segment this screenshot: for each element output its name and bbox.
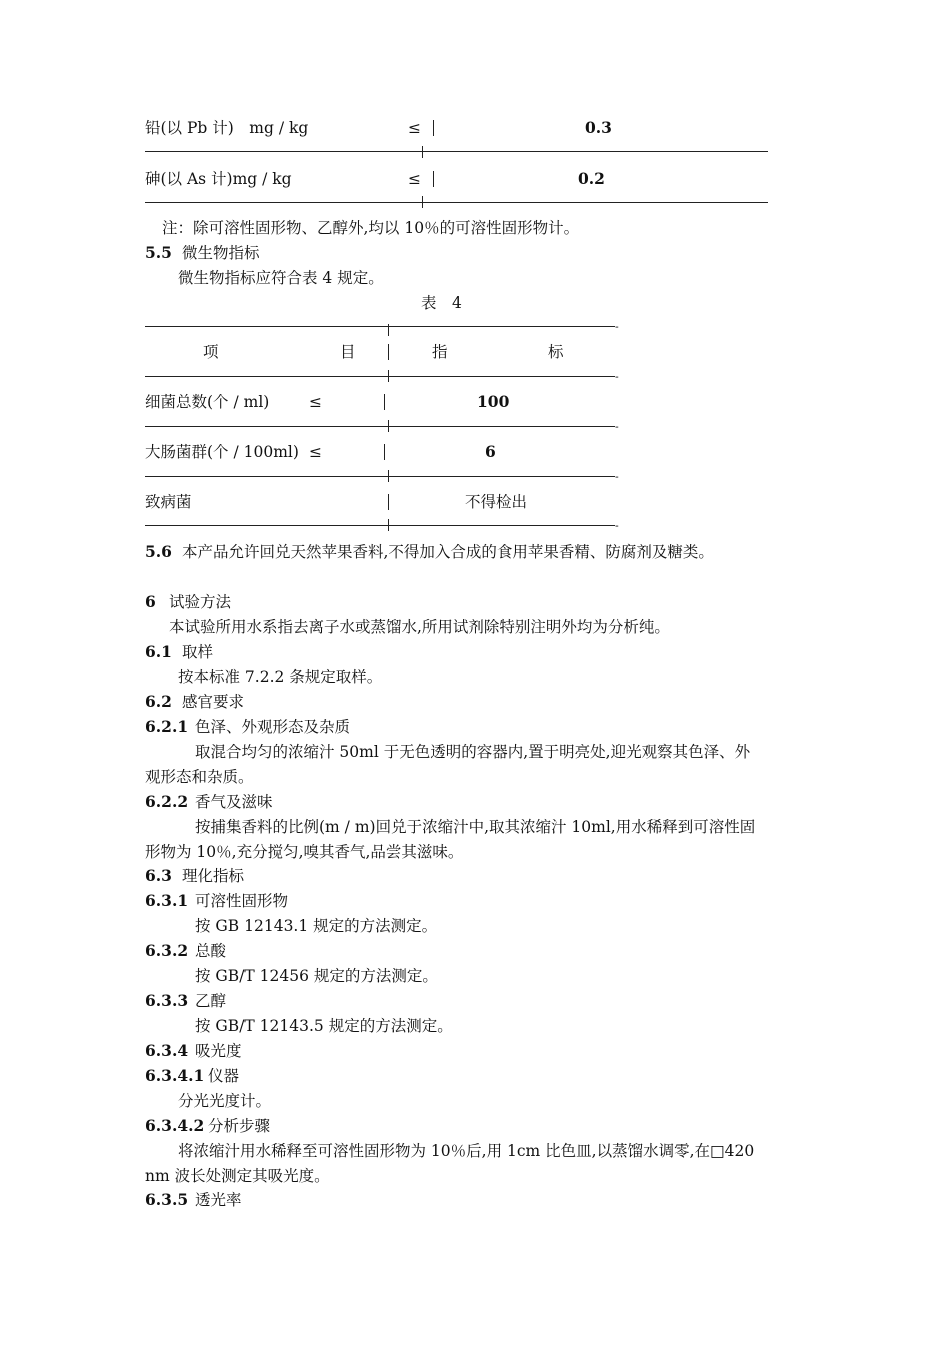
table-rule: [145, 426, 615, 427]
table-divider: [388, 519, 389, 531]
section-title: 乙醇: [195, 992, 227, 1010]
section-title: 仪器: [208, 1067, 240, 1085]
table-divider: [388, 344, 389, 360]
section-title: 色泽、外观形态及杂质: [195, 718, 351, 736]
paragraph-line: 形物为 10％,充分搅匀,嗅其香气,品尝其滋味。: [145, 843, 464, 861]
table4-row-pathogen-value: 不得检出: [465, 493, 528, 511]
table4-header-index-left: 指: [432, 343, 448, 361]
table-divider: [422, 146, 423, 158]
paragraph: 微生物指标应符合表 4 规定。: [178, 269, 384, 287]
table3-row-arsenic-le: ≤: [408, 170, 421, 188]
paragraph-line: 按捕集香料的比例(m / m)回兑于浓缩汁中,取其浓缩汁 10ml,用水稀释到可溶性固: [195, 818, 756, 836]
table4-row-coliform-item: 大肠菌群(个 / 100ml): [145, 443, 299, 461]
table-divider: [384, 394, 385, 410]
section-number: 6.2.1: [145, 717, 189, 736]
table-rule-end: -: [615, 370, 619, 383]
paragraph: 分光光度计。: [178, 1092, 272, 1110]
table-rule: [145, 202, 768, 203]
section-title: 可溶性固形物: [195, 892, 289, 910]
section-number: 6: [145, 592, 156, 611]
table4-header-index-right: 标: [548, 343, 564, 361]
table-rule-end: -: [615, 519, 619, 532]
table3-row-arsenic-item: 砷(以 As 计)mg / kg: [145, 170, 292, 188]
table-rule: [145, 376, 615, 377]
section-number: 6.3.4: [145, 1041, 189, 1060]
table-divider: [384, 444, 385, 460]
table-rule-end: -: [615, 320, 619, 333]
table-divider: [433, 120, 434, 136]
section-number: 6.3.4.1: [145, 1066, 205, 1085]
table-divider: [388, 324, 389, 336]
table3-row-lead-value: 0.3: [585, 118, 612, 137]
paragraph-line: nm 波长处测定其吸光度。: [145, 1167, 330, 1185]
section-number: 5.6: [145, 542, 172, 561]
section-title: 微生物指标: [182, 244, 260, 262]
section-number: 6.2: [145, 692, 172, 711]
section-number: 6.3: [145, 866, 172, 885]
section-number: 6.3.3: [145, 991, 189, 1010]
paragraph: 按 GB/T 12143.5 规定的方法测定。: [195, 1017, 453, 1035]
section-title: 理化指标: [182, 867, 245, 885]
table-rule: [145, 476, 615, 477]
paragraph: 按 GB 12143.1 规定的方法测定。: [195, 917, 438, 935]
table4-row-pathogen-item: 致病菌: [145, 493, 192, 511]
paragraph: 本产品允许回兑天然苹果香料,不得加入合成的食用苹果香精、防腐剂及糖类。: [182, 543, 714, 561]
table4-row-bacteria-value: 100: [477, 392, 510, 411]
section-title: 透光率: [195, 1191, 242, 1209]
table-divider: [388, 470, 389, 482]
section-number: 6.3.5: [145, 1190, 189, 1209]
table4-caption: 表 4: [421, 294, 462, 312]
paragraph: 按本标准 7.2.2 条规定取样。: [178, 668, 383, 686]
table-divider: [388, 370, 389, 382]
paragraph-line: 将浓缩汁用水稀释至可溶性固形物为 10％后,用 1cm 比色皿,以蒸馏水调零,在□420: [178, 1142, 755, 1160]
table3-row-lead-le: ≤: [408, 119, 421, 137]
table-divider: [388, 494, 389, 510]
section-title: 取样: [182, 643, 214, 661]
paragraph: 按 GB/T 12456 规定的方法测定。: [195, 967, 438, 985]
section-number: 6.3.2: [145, 941, 189, 960]
table-rule: [145, 525, 615, 526]
section-number: 6.3.1: [145, 891, 189, 910]
table4-header-item-right: 目: [340, 343, 356, 361]
table4-row-coliform-le: ≤: [309, 443, 322, 461]
paragraph-line: 取混合均匀的浓缩汁 50ml 于无色透明的容器内,置于明亮处,迎光观察其色泽、外: [195, 743, 751, 761]
table-divider: [422, 196, 423, 208]
section-title: 感官要求: [182, 693, 245, 711]
table4-row-bacteria-item: 细菌总数(个 / ml): [145, 393, 270, 411]
section-title: 分析步骤: [208, 1117, 271, 1135]
table4-row-bacteria-le: ≤: [309, 393, 322, 411]
table-rule-end: -: [615, 470, 619, 483]
section-number: 6.1: [145, 642, 172, 661]
section-title: 吸光度: [195, 1042, 242, 1060]
section-title: 试验方法: [169, 593, 232, 611]
table-divider: [388, 420, 389, 432]
table-divider: [433, 171, 434, 187]
paragraph-line: 观形态和杂质。: [145, 768, 254, 786]
section-number: 6.2.2: [145, 792, 189, 811]
paragraph: 本试验所用水系指去离子水或蒸馏水,所用试剂除特别注明外均为分析纯。: [169, 618, 670, 636]
section-number: 5.5: [145, 243, 172, 262]
table-rule-end: -: [615, 420, 619, 433]
table4-row-coliform-value: 6: [485, 442, 496, 461]
table4-header-item-left: 项: [203, 343, 219, 361]
table3-note: 注：除可溶性固形物、乙醇外,均以 10％的可溶性固形物计。: [162, 219, 580, 237]
table3-row-lead-item: 铅(以 Pb 计) mg / kg: [145, 119, 309, 137]
table-rule: [145, 151, 768, 152]
section-title: 总酸: [195, 942, 227, 960]
section-title: 香气及滋味: [195, 793, 273, 811]
table3-row-arsenic-value: 0.2: [578, 169, 605, 188]
table-rule: [145, 326, 615, 327]
section-number: 6.3.4.2: [145, 1116, 205, 1135]
